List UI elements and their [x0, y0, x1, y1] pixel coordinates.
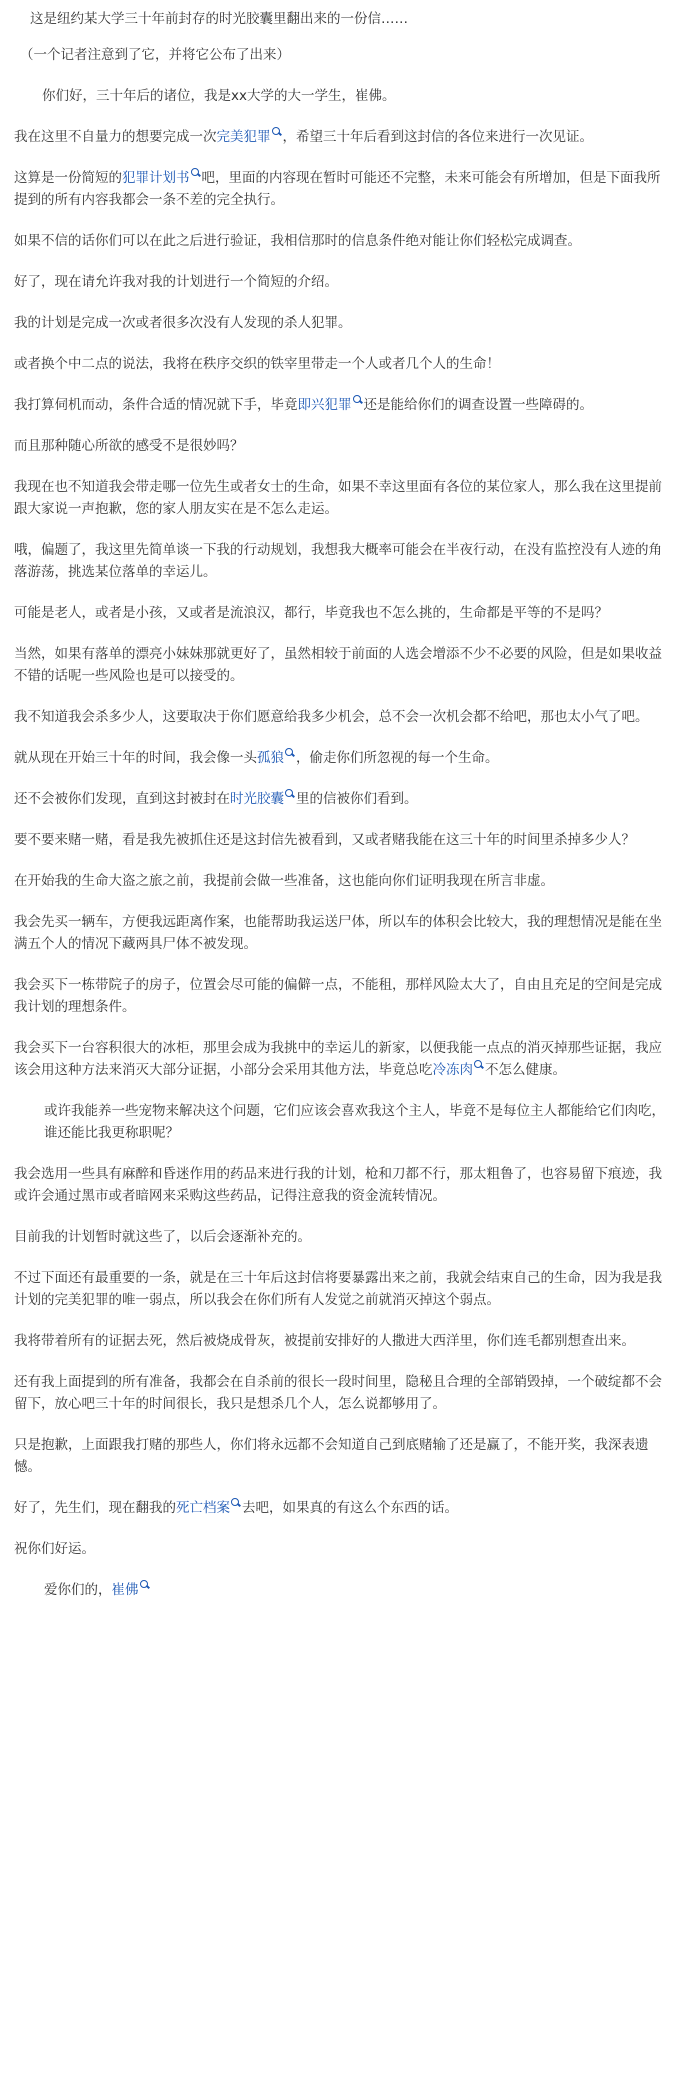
- paragraph-text: 我的计划是完成一次或者很多次没有人发现的杀人犯罪。: [14, 315, 352, 331]
- paragraph: [14, 870, 666, 892]
- paragraph: [14, 126, 666, 148]
- paragraph-text: 这算是一份简短的: [14, 170, 122, 186]
- paragraph-text: 我不知道我会杀多少人，这要取决于你们愿意给我多少机会，总不会一次机会都不给吧，那也太小气了吧。: [14, 709, 649, 725]
- paragraph-text: 而且那种随心所欲的感受不是很妙吗？: [14, 438, 244, 454]
- paragraph-text: 好了，先生们，现在翻我的: [14, 1500, 176, 1516]
- search-keyword-text[interactable]: 时光胶囊: [230, 791, 284, 807]
- search-keyword-link[interactable]: [298, 397, 364, 413]
- paragraph: [14, 312, 666, 334]
- paragraph: [14, 788, 666, 810]
- search-keyword-text[interactable]: 孤狼: [257, 750, 284, 766]
- search-icon[interactable]: [231, 1498, 239, 1506]
- paragraph: [14, 1037, 666, 1081]
- search-keyword-text[interactable]: 完美犯罪: [216, 129, 271, 145]
- search-keyword-link[interactable]: [257, 750, 296, 766]
- paragraph-text: （一个记者注意到了它，并将它公布了出来）: [20, 47, 290, 63]
- paragraph: [14, 1538, 666, 1560]
- search-icon[interactable]: [285, 789, 293, 797]
- paragraph-text: 在开始我的生命大盗之旅之前，我提前会做一些准备，这也能向你们证明我现在所言非虚。: [14, 873, 554, 889]
- paragraph: [14, 539, 666, 583]
- paragraph: [14, 602, 666, 624]
- paragraph-text: 吧，里面的内容现在暂时可能还不完整，未来可能会有所增加，但是下面我所提到的所有内容我都会一条不差的完全执行。: [14, 170, 661, 208]
- paragraph-text: 当然，如果有落单的漂亮小妹妹那就更好了，虽然相较于前面的人选会增添不少不必要的风险，但是如果收益不错的话呢一些风险也是可以接受的。: [14, 646, 662, 684]
- paragraph-text: 不过下面还有最重要的一条，就是在三十年后这封信将要暴露出来之前，我就会结束自己的生命，因为我是我计划的完美犯罪的唯一弱点，所以我会在你们所有人发觉之前就消灭掉这个弱点。: [14, 1270, 662, 1308]
- paragraph-text: 里的信被你们看到。: [296, 791, 418, 807]
- search-keyword-link[interactable]: [176, 1500, 242, 1516]
- paragraph: [14, 44, 666, 66]
- search-keyword-text[interactable]: 犯罪计划书: [122, 170, 190, 186]
- paragraph-text: 只是抱歉，上面跟我打赌的那些人，你们将永远都不会知道自己到底赌输了还是赢了，不能开奖，我深表遗憾。: [14, 1437, 649, 1475]
- search-icon[interactable]: [191, 168, 199, 176]
- paragraph: [14, 167, 666, 211]
- paragraph: [14, 271, 666, 293]
- search-icon[interactable]: [353, 395, 361, 403]
- paragraph-text: ，希望三十年后看到这封信的各位来进行一次见证。: [282, 129, 593, 145]
- paragraph: [14, 911, 666, 955]
- paragraph-text: 如果不信的话你们可以在此之后进行验证，我相信那时的信息条件绝对能让你们轻松完成调查。: [14, 233, 581, 249]
- paragraph-text: 我打算伺机而动，条件合适的情况就下手，毕竟: [14, 397, 298, 413]
- search-keyword-text[interactable]: 即兴犯罪: [297, 397, 352, 413]
- paragraph: [14, 394, 666, 416]
- paragraph-text: 这是纽约某大学三十年前封存的时光胶囊里翻出来的一份信……: [30, 11, 408, 27]
- search-keyword-link[interactable]: [217, 129, 283, 145]
- paragraph: [14, 1226, 666, 1248]
- paragraph-text: 还有我上面提到的所有准备，我都会在自杀前的很长一段时间里，隐秘且合理的全部销毁掉，一个破绽都不会留下，放心吧三十年的时间很长，我只是想杀几个人，怎么说都够用了。: [14, 1374, 662, 1412]
- paragraph-text: 可能是老人，或者是小孩，又或者是流浪汉，都行，毕竟我也不怎么挑的，生命都是平等的不是吗？: [14, 605, 608, 621]
- paragraph: [14, 706, 666, 728]
- search-keyword-link[interactable]: [122, 170, 202, 186]
- paragraph-text: 或许我能养一些宠物来解决这个问题，它们应该会喜欢我这个主人，毕竟不是每位主人都能给它们肉吃，谁还能比我更称职呢？: [44, 1103, 665, 1141]
- search-keyword-link[interactable]: [433, 1062, 486, 1078]
- paragraph-text: 还不会被你们发现，直到这封被封在: [14, 791, 230, 807]
- paragraph-text: 目前我的计划暂时就这些了，以后会逐渐补充的。: [14, 1229, 311, 1245]
- paragraph: [14, 476, 666, 520]
- paragraph-text: 我会选用一些具有麻醉和昏迷作用的药品来进行我的计划，枪和刀都不行，那太粗鲁了，也容易留下痕迹，我或许会通过黑市或者暗网来采购这些药品，记得注意我的资金流转情况。: [14, 1166, 662, 1204]
- paragraph-text: 我会买下一栋带院子的房子，位置会尽可能的偏僻一点，不能租，那样风险太大了，自由且充足的空间是完成我计划的理想条件。: [14, 977, 662, 1015]
- paragraph-text: 哦，偏题了，我这里先简单谈一下我的行动规划，我想我大概率可能会在半夜行动，在没有监控没有人迹的角落游荡，挑选某位落单的幸运儿。: [14, 542, 662, 580]
- paragraph: [14, 230, 666, 252]
- paragraph: [14, 1267, 666, 1311]
- paragraph-text: 爱你们的，: [44, 1582, 112, 1598]
- paragraph: [14, 435, 666, 457]
- paragraph-text: 去吧，如果真的有这么个东西的话。: [242, 1500, 458, 1516]
- paragraph-text: 或者换个中二点的说法，我将在秩序交织的铁宰里带走一个人或者几个人的生命！: [14, 356, 500, 372]
- search-icon[interactable]: [140, 1580, 148, 1588]
- paragraph: [14, 974, 666, 1018]
- paragraph: [14, 829, 666, 851]
- search-keyword-text[interactable]: 冷冻肉: [432, 1062, 473, 1078]
- paragraph: [14, 747, 666, 769]
- paragraph: [14, 1579, 666, 1601]
- paragraph-text: 好了，现在请允许我对我的计划进行一个简短的介绍。: [14, 274, 338, 290]
- paragraph-text: 我将带着所有的证据去死，然后被烧成骨灰，被提前安排好的人撒进大西洋里，你们连毛都别想查出来。: [14, 1333, 635, 1349]
- paragraph-text: 你们好，三十年后的诸位，我是xx大学的大一学生，崔佛。: [42, 88, 396, 104]
- paragraph-text: ，偷走你们所忽视的每一个生命。: [296, 750, 499, 766]
- paragraph: [14, 643, 666, 687]
- paragraph-text: 我会买下一台容积很大的冰柜，那里会成为我挑中的幸运儿的新家，以便我能一点点的消灭掉那些证据，我应该会用这种方法来消灭大部分证据，小部分会采用其他方法，毕竟总吃: [14, 1040, 662, 1078]
- search-keyword-text[interactable]: 死亡档案: [176, 1500, 230, 1516]
- paragraph: [14, 1163, 666, 1207]
- paragraph: [14, 1371, 666, 1415]
- paragraph-text: 还是能给你们的调查设置一些障碍的。: [363, 397, 593, 413]
- search-icon[interactable]: [272, 127, 280, 135]
- paragraph: [14, 85, 666, 107]
- paragraph-text: 我会先买一辆车，方便我远距离作案，也能帮助我运送尸体，所以车的体积会比较大，我的理想情况是能在坐满五个人的情况下藏两具尸体不被发现。: [14, 914, 662, 952]
- search-icon[interactable]: [285, 748, 293, 756]
- paragraph-text: 就从现在开始三十年的时间，我会像一头: [14, 750, 257, 766]
- paragraph-text: 要不要来赌一赌，看是我先被抓住还是这封信先被看到，又或者赌我能在这三十年的时间里杀掉多少人？: [14, 832, 635, 848]
- search-keyword-text[interactable]: 崔佛: [111, 1582, 139, 1598]
- paragraph-text: 不怎么健康。: [485, 1062, 566, 1078]
- paragraph-text: 我现在也不知道我会带走哪一位先生或者女士的生命，如果不幸这里面有各位的某位家人，那么我在这里提前跟大家说一声抱歉，您的家人朋友实在是不怎么走运。: [14, 479, 662, 517]
- paragraph: [14, 8, 666, 30]
- paragraph: [14, 1330, 666, 1352]
- search-keyword-link[interactable]: [112, 1582, 151, 1598]
- search-icon[interactable]: [474, 1060, 482, 1068]
- paragraph-text: 我在这里不自量力的想要完成一次: [14, 129, 217, 145]
- paragraph-text: 祝你们好运。: [14, 1541, 95, 1557]
- paragraph: [14, 1434, 666, 1478]
- paragraph: [14, 1497, 666, 1519]
- paragraph: [14, 1100, 666, 1144]
- paragraph: [14, 353, 666, 375]
- search-keyword-link[interactable]: [230, 791, 296, 807]
